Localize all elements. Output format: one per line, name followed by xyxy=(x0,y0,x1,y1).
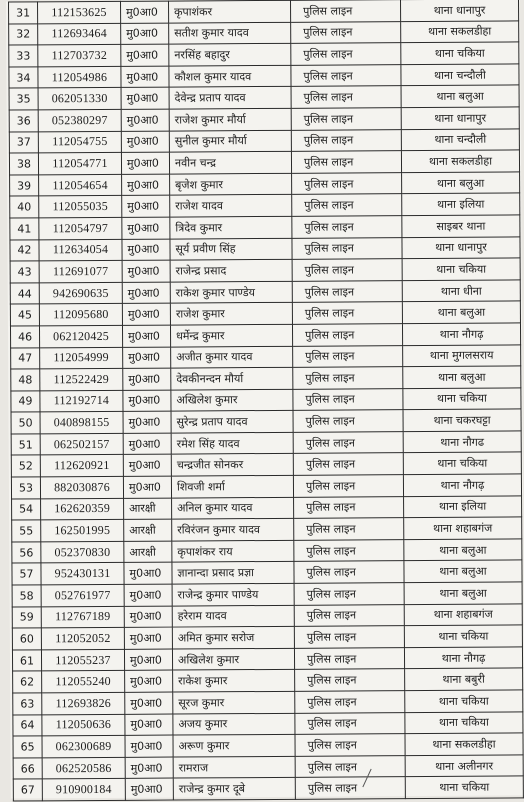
new-posting-cell: थाना शहाबगंज xyxy=(404,604,522,626)
current-posting-cell: पुलिस लाइन xyxy=(291,21,401,43)
rank-cell: मु0आ0 xyxy=(122,239,170,261)
new-posting-cell: थाना बलुआ xyxy=(403,366,521,388)
new-posting-cell: थाना सकलडीहा xyxy=(401,21,519,43)
new-posting-cell: थाना बलुआ xyxy=(401,85,519,107)
current-posting-cell: पुलिस लाइन xyxy=(294,583,404,605)
name-cell: देवकीनन्दन मौर्या xyxy=(171,367,293,389)
pno-cell: 112050636 xyxy=(42,714,125,736)
table-row xyxy=(11,431,521,456)
serial-number-cell: 52 xyxy=(11,455,40,477)
new-posting-cell: थाना चकिया xyxy=(405,712,523,734)
current-posting-cell: पुलिस लाइन xyxy=(294,647,404,669)
current-posting-cell: पुलिस लाइन xyxy=(293,453,403,475)
current-posting-cell: पुलिस लाइन xyxy=(292,172,402,194)
new-posting-cell: थाना चन्दौली xyxy=(401,64,519,86)
new-posting-cell: थाना नौगढ़ xyxy=(404,647,522,669)
new-posting-cell: थाना सकलडीहा xyxy=(401,150,519,172)
table-row xyxy=(12,604,522,629)
table-row xyxy=(10,280,520,305)
serial-number-cell: 66 xyxy=(13,758,42,780)
name-cell: सतीश कुमार यादव xyxy=(169,22,291,44)
current-posting-cell: पुलिस लाइन xyxy=(294,496,404,518)
current-posting-cell: पुलिस लाइन xyxy=(291,108,401,130)
rank-cell: मु0आ0 xyxy=(125,670,173,692)
pno-cell: 112054771 xyxy=(38,153,121,175)
current-posting-cell: पुलिस लाइन xyxy=(293,345,403,367)
table-row xyxy=(11,388,521,413)
rank-cell: मु0आ0 xyxy=(124,563,172,585)
name-cell: राकेश कुमार पाण्डेय xyxy=(170,281,292,303)
pno-cell: 112703732 xyxy=(38,45,121,67)
current-posting-cell: पुलिस लाइन xyxy=(291,151,401,173)
serial-number-cell: 35 xyxy=(9,88,38,110)
table-row xyxy=(12,560,522,585)
name-cell: कृपाशंकर xyxy=(169,0,291,22)
pno-cell: 112054797 xyxy=(39,217,122,239)
current-posting-cell: पुलिस लाइन xyxy=(295,669,405,691)
new-posting-cell: थाना चन्दौली xyxy=(401,128,519,150)
name-cell: रविरंजन कुमार यादव xyxy=(172,519,294,541)
name-cell: राजेन्द्र कुमार पाण्डेय xyxy=(172,583,294,605)
table-row xyxy=(9,128,519,153)
rank-cell: मु0आ0 xyxy=(123,390,171,412)
new-posting-cell: थाना चकिया xyxy=(405,776,523,798)
pno-cell: 062051330 xyxy=(38,88,121,110)
name-cell: अजीत कुमार यादव xyxy=(171,346,293,368)
serial-number-cell: 31 xyxy=(9,2,38,24)
serial-number-cell: 44 xyxy=(10,283,39,305)
pno-cell: 112055035 xyxy=(39,196,122,218)
new-posting-cell: थाना धानापुर xyxy=(401,0,519,21)
pno-cell: 040898155 xyxy=(40,412,123,434)
new-posting-cell: थाना बलुआ xyxy=(402,172,520,194)
table-row xyxy=(11,366,521,391)
pno-cell: 052761977 xyxy=(41,584,124,606)
serial-number-cell: 48 xyxy=(11,369,40,391)
new-posting-cell: थाना बलुआ xyxy=(402,301,520,323)
pno-cell: 052370830 xyxy=(41,541,124,563)
new-posting-cell: थाना बलुआ xyxy=(404,539,522,561)
new-posting-cell: थाना नौगढ़ xyxy=(403,474,521,496)
current-posting-cell: पुलिस लाइन xyxy=(293,432,403,454)
table-row xyxy=(13,690,523,715)
serial-number-cell: 47 xyxy=(11,347,40,369)
serial-number-cell: 55 xyxy=(12,520,41,542)
name-cell: अखिलेश कुमार xyxy=(172,648,294,670)
name-cell: राजेश कुमार xyxy=(170,303,292,325)
pno-cell: 112054999 xyxy=(40,347,123,369)
name-cell: सूरज कुमार xyxy=(173,691,295,713)
table-row xyxy=(10,236,520,261)
table-row xyxy=(13,712,523,737)
rank-cell: मु0आ0 xyxy=(125,714,173,736)
current-posting-cell: पुलिस लाइन xyxy=(295,734,405,756)
name-cell: नवीन चन्द्र xyxy=(169,151,291,173)
name-cell: अमित कुमार सरोज xyxy=(172,627,294,649)
rank-cell: मु0आ0 xyxy=(124,627,172,649)
table-row xyxy=(10,193,520,218)
rank-cell: मु0आ0 xyxy=(121,23,169,45)
rank-cell: मु0आ0 xyxy=(123,455,171,477)
serial-number-cell: 64 xyxy=(13,714,42,736)
current-posting-cell: पुलिस लाइन xyxy=(292,280,402,302)
current-posting-cell: पुलिस लाइन xyxy=(291,0,401,22)
name-cell: अरूण कुमार xyxy=(173,735,295,757)
current-posting-cell: पुलिस लाइन xyxy=(292,194,402,216)
rank-cell: मु0आ0 xyxy=(122,282,170,304)
new-posting-cell: थाना चकिया xyxy=(403,452,521,474)
name-cell: राकेश कुमार xyxy=(173,670,295,692)
name-cell: राजेन्द्र प्रसाद xyxy=(170,259,292,281)
pno-cell: 112055237 xyxy=(41,649,124,671)
pno-cell: 112052052 xyxy=(41,628,124,650)
name-cell: देवेन्द्र प्रताप यादव xyxy=(169,87,291,109)
rank-cell: मु0आ0 xyxy=(124,584,172,606)
current-posting-cell: पुलिस लाइन xyxy=(293,388,403,410)
pno-cell: 882030876 xyxy=(40,476,123,498)
table-row xyxy=(9,42,519,67)
new-posting-cell: थाना बलुआ xyxy=(404,582,522,604)
serial-number-cell: 33 xyxy=(9,45,38,67)
rank-cell: मु0आ0 xyxy=(123,411,171,433)
table-row xyxy=(9,150,519,175)
name-cell: त्रिदेव कुमार xyxy=(170,216,292,238)
rank-cell: मु0आ0 xyxy=(123,433,171,455)
rank-cell: मु0आ0 xyxy=(122,325,170,347)
serial-number-cell: 34 xyxy=(9,67,38,89)
current-posting-cell: पुलिस लाइन xyxy=(294,604,404,626)
serial-number-cell: 62 xyxy=(13,671,42,693)
current-posting-cell: पुलिस लाइन xyxy=(295,712,405,734)
pno-cell: 112095680 xyxy=(39,304,122,326)
current-posting-cell: पुलिस लाइन xyxy=(291,129,401,151)
document-page xyxy=(6,0,524,799)
name-cell: रामराज xyxy=(173,756,295,778)
current-posting-cell: पुलिस लाइन xyxy=(295,755,405,777)
table-row xyxy=(9,107,519,132)
name-cell: सुरेन्द्र प्रताप यादव xyxy=(171,411,293,433)
rank-cell: मु0आ0 xyxy=(121,44,169,66)
rank-cell: आरक्षी xyxy=(124,498,172,520)
serial-number-cell: 49 xyxy=(11,391,40,413)
serial-number-cell: 59 xyxy=(12,606,41,628)
serial-number-cell: 50 xyxy=(11,412,40,434)
serial-number-cell: 51 xyxy=(11,434,40,456)
new-posting-cell: थाना मुगलसराय xyxy=(403,344,521,366)
serial-number-cell: 38 xyxy=(9,153,38,175)
pno-cell: 112693464 xyxy=(38,23,121,45)
rank-cell: मु0आ0 xyxy=(124,606,172,628)
table-row xyxy=(11,452,521,477)
serial-number-cell: 60 xyxy=(12,628,41,650)
table-row xyxy=(11,474,521,499)
current-posting-cell: पुलिस लाइन xyxy=(294,561,404,583)
serial-number-cell: 65 xyxy=(13,736,42,758)
current-posting-cell: पुलिस लाइन xyxy=(293,410,403,432)
serial-number-cell: 40 xyxy=(10,196,39,218)
pno-cell: 112634054 xyxy=(39,239,122,261)
name-cell: अजय कुमार xyxy=(173,713,295,735)
name-cell: धर्मेन्द्र कुमार xyxy=(170,324,292,346)
rank-cell: मु0आ0 xyxy=(122,174,170,196)
current-posting-cell: पुलिस लाइन xyxy=(291,64,401,86)
pno-cell: 062502157 xyxy=(40,433,123,455)
rank-cell: मु0आ0 xyxy=(121,152,169,174)
table-row xyxy=(12,517,522,542)
rank-cell: मु0आ0 xyxy=(125,735,173,757)
table-row xyxy=(10,172,520,197)
current-posting-cell: पुलिस लाइन xyxy=(294,626,404,648)
serial-number-cell: 37 xyxy=(9,131,38,153)
rank-cell: आरक्षी xyxy=(124,519,172,541)
current-posting-cell: पुलिस लाइन xyxy=(295,691,405,713)
pno-cell: 112054654 xyxy=(39,174,122,196)
serial-number-cell: 53 xyxy=(11,477,40,499)
transfer-table xyxy=(8,0,524,802)
pno-cell: 112055240 xyxy=(42,671,125,693)
pno-cell: 052380297 xyxy=(38,109,121,131)
new-posting-cell: थाना अलीनगर xyxy=(405,755,523,777)
transfer-table-body xyxy=(9,0,524,801)
table-row xyxy=(10,215,520,240)
table-row xyxy=(11,409,521,434)
pno-cell: 112620921 xyxy=(40,455,123,477)
current-posting-cell: पुलिस लाइन xyxy=(292,216,402,238)
table-row xyxy=(13,668,523,693)
rank-cell: मु0आ0 xyxy=(125,692,173,714)
rank-cell: मु0आ0 xyxy=(125,778,173,800)
name-cell: अखिलेश कुमार xyxy=(171,389,293,411)
pno-cell: 062520586 xyxy=(42,757,125,779)
name-cell: सुनील कुमार मौर्या xyxy=(169,130,291,152)
pno-cell: 112767189 xyxy=(41,606,124,628)
rank-cell: मु0आ0 xyxy=(122,303,170,325)
serial-number-cell: 36 xyxy=(9,110,38,132)
name-cell: सूर्य प्रवीण सिंह xyxy=(170,238,292,260)
current-posting-cell: पुलिस लाइन xyxy=(292,324,402,346)
serial-number-cell: 58 xyxy=(12,585,41,607)
pno-cell: 112054986 xyxy=(38,66,121,88)
rank-cell: मु0आ0 xyxy=(121,109,169,131)
serial-number-cell: 42 xyxy=(10,239,39,261)
current-posting-cell: पुलिस लाइन xyxy=(292,259,402,281)
name-cell: ज्ञानान्दा प्रसाद प्रज्ञा xyxy=(172,562,294,584)
rank-cell: मु0आ0 xyxy=(122,260,170,282)
new-posting-cell: थाना धानापुर xyxy=(402,236,520,258)
name-cell: राजेश यादव xyxy=(170,195,292,217)
table-row xyxy=(9,85,519,110)
pno-cell: 112153625 xyxy=(38,1,121,23)
new-posting-cell: थाना नौगढ़ xyxy=(402,323,520,345)
name-cell: शिवजी शर्मा xyxy=(171,475,293,497)
pno-cell: 952430131 xyxy=(41,563,124,585)
table-row xyxy=(10,258,520,283)
rank-cell: मु0आ0 xyxy=(123,368,171,390)
table-row xyxy=(11,344,521,369)
new-posting-cell: थाना चकिया xyxy=(404,625,522,647)
serial-number-cell: 39 xyxy=(10,175,39,197)
pno-cell: 162501995 xyxy=(41,520,124,542)
pno-cell: 112691077 xyxy=(39,260,122,282)
table-row xyxy=(9,21,519,46)
new-posting-cell: थाना चकिया xyxy=(403,388,521,410)
name-cell: अनिल कुमार यादव xyxy=(172,497,294,519)
pno-cell: 112522429 xyxy=(40,368,123,390)
rank-cell: मु0आ0 xyxy=(121,131,169,153)
pno-cell: 112693826 xyxy=(42,692,125,714)
current-posting-cell: पुलिस लाइन xyxy=(295,777,405,799)
pno-cell: 112054755 xyxy=(38,131,121,153)
rank-cell: मु0आ0 xyxy=(121,66,169,88)
new-posting-cell: थाना चकिया xyxy=(401,42,519,64)
table-row xyxy=(10,323,520,348)
rank-cell: मु0आ0 xyxy=(124,649,172,671)
pno-cell: 942690635 xyxy=(39,282,122,304)
name-cell: कृपाशंकर राय xyxy=(172,540,294,562)
new-posting-cell: थाना शहाबगंज xyxy=(404,517,522,539)
name-cell: कौशल कुमार यादव xyxy=(169,65,291,87)
current-posting-cell: पुलिस लाइन xyxy=(293,475,403,497)
pno-cell: 062120425 xyxy=(39,325,122,347)
serial-number-cell: 54 xyxy=(12,499,41,521)
new-posting-cell: थाना इलिया xyxy=(402,193,520,215)
serial-number-cell: 56 xyxy=(12,542,41,564)
rank-cell: मु0आ0 xyxy=(122,217,170,239)
new-posting-cell: थाना नौगढ xyxy=(403,431,521,453)
table-row xyxy=(9,64,519,89)
name-cell: हरेराम यादव xyxy=(172,605,294,627)
rank-cell: आरक्षी xyxy=(124,541,172,563)
new-posting-cell: थाना बलुआ xyxy=(404,560,522,582)
current-posting-cell: पुलिस लाइन xyxy=(292,237,402,259)
new-posting-cell: थाना सकलडीहा xyxy=(405,733,523,755)
rank-cell: मु0आ0 xyxy=(121,1,169,23)
serial-number-cell: 57 xyxy=(12,563,41,585)
current-posting-cell: पुलिस लाइन xyxy=(291,43,401,65)
new-posting-cell: थाना इलिया xyxy=(404,496,522,518)
pno-cell: 112192714 xyxy=(40,390,123,412)
name-cell: बृजेश कुमार xyxy=(170,173,292,195)
new-posting-cell: थाना चकिया xyxy=(402,258,520,280)
table-row xyxy=(12,625,522,650)
serial-number-cell: 63 xyxy=(13,693,42,715)
table-row xyxy=(13,755,523,780)
table-row xyxy=(12,496,522,521)
current-posting-cell: पुलिस लाइन xyxy=(294,518,404,540)
new-posting-cell: थाना बबुरी xyxy=(405,668,523,690)
name-cell: चन्द्रजीत सोनकर xyxy=(171,454,293,476)
current-posting-cell: पुलिस लाइन xyxy=(291,86,401,108)
table-row xyxy=(13,776,523,801)
name-cell: रमेश सिंह यादव xyxy=(171,432,293,454)
new-posting-cell: थाना धानापुर xyxy=(401,107,519,129)
pno-cell: 162620359 xyxy=(41,498,124,520)
pno-cell: 062300689 xyxy=(42,736,125,758)
rank-cell: मु0आ0 xyxy=(123,347,171,369)
rank-cell: मु0आ0 xyxy=(122,195,170,217)
current-posting-cell: पुलिस लाइन xyxy=(294,539,404,561)
name-cell: राजेन्द्र कुमार दूबे xyxy=(173,778,295,800)
serial-number-cell: 61 xyxy=(12,650,41,672)
current-posting-cell: पुलिस लाइन xyxy=(292,302,402,324)
current-posting-cell: पुलिस लाइन xyxy=(293,367,403,389)
rank-cell: मु0आ0 xyxy=(121,87,169,109)
table-row xyxy=(13,733,523,758)
pno-cell: 910900184 xyxy=(42,779,125,801)
serial-number-cell: 45 xyxy=(10,304,39,326)
table-row xyxy=(10,301,520,326)
serial-number-cell: 32 xyxy=(9,23,38,45)
serial-number-cell: 43 xyxy=(10,261,39,283)
serial-number-cell: 46 xyxy=(10,326,39,348)
serial-number-cell: 67 xyxy=(13,779,42,801)
rank-cell: मु0आ0 xyxy=(125,757,173,779)
new-posting-cell: थाना चकरघट्टा xyxy=(403,409,521,431)
name-cell: नरसिंह बहादुर xyxy=(169,44,291,66)
new-posting-cell: थाना धीना xyxy=(402,280,520,302)
table-row xyxy=(12,582,522,607)
table-row xyxy=(12,647,522,672)
serial-number-cell: 41 xyxy=(10,218,39,240)
new-posting-cell: थाना चकिया xyxy=(405,690,523,712)
table-row xyxy=(12,539,522,564)
new-posting-cell: साइबर थाना xyxy=(402,215,520,237)
name-cell: राजेश कुमार मौर्या xyxy=(169,108,291,130)
rank-cell: मु0आ0 xyxy=(123,476,171,498)
